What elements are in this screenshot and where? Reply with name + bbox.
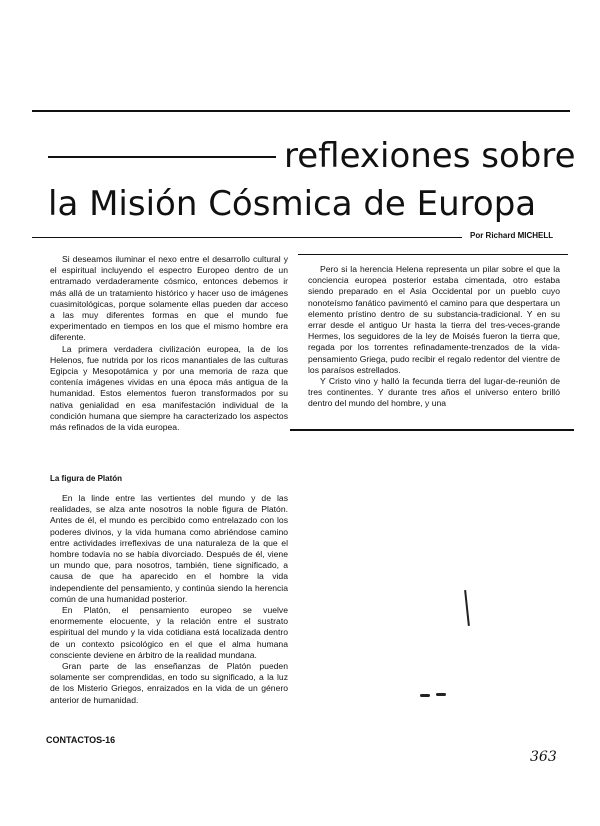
right-column <box>308 264 560 410</box>
stray-pen-mark <box>420 694 430 697</box>
header-rule <box>32 110 570 112</box>
section-heading: La figura de Platón <box>50 474 123 483</box>
title-text-2: la Misión Cósmica de Europa <box>48 184 537 224</box>
stray-pen-mark <box>436 693 446 696</box>
footer-issue-label: CONTACTOS-16 <box>46 735 116 745</box>
title-text-1: reflexiones sobre <box>284 136 576 176</box>
paragraph: Pero si la herencia Helena representa un pilar sobre el que la conciencia europea posterior estaba cimentada, otro estaba siendo preparado en el Asia Occidental por un pueblo cuyo nonoteísmo fanático pavimentó el camino para que despertara un elemento prístino dentro de su substancia-tradicional. Y en su errar desde el antiguo Ur hasta la tierra del tres-veces-grande Hermes, los seguidores de la ley de Moisés fueron la tierra que, regada por los torrentes refinadamente-trenzados de la vida-pensamiento Griega, pudo recibir el regalo redentor del vientre de los paraísos estrellados. <box>308 264 560 375</box>
paragraph: Si deseamos iluminar el nexo entre el desarrollo cultural y el espiritual incluyendo el espectro Europeo dentro de un entramado verdaderamente cósmico, entonces debemos ir más allá de un tratamiento histórico y hacer uso de imágenes cuasimitológicas, porque solamente ellas pueden dar acceso a las muy diferentes formas en que el mundo fue experimentado en tiempos en los que el mismo hombre era diferente. <box>50 254 288 343</box>
right-column-bottom-rule <box>290 429 574 431</box>
paragraph: La primera verdadera civilización europea, la de los Helenos, fue nutrida por los ricos manantiales de las culturas Egipcia y Mesopotámica y por una memoria de raza que contenía imágenes vividas en una época más antigua de la humanidad. Estos elementos fueron transformados por su nativa genialidad en esa manifestación individual de la condición humana que siempre ha caracterizado los aspectos más refinados de la vida europea. <box>50 343 288 433</box>
title-line-1 <box>48 134 578 184</box>
stray-pen-mark <box>464 590 470 626</box>
paragraph: En Platón, el pensamiento europeo se vuelve enormemente elocuente, y la relación entre el sustrato espiritual del mundo y la vida cotidiana está localizada dentro de un contexto psicológico en el que el alma humana consciente deviene en árbitro de la realidad mundana. <box>50 605 288 660</box>
right-column-top-rule <box>298 254 568 255</box>
left-column-platon <box>50 493 288 706</box>
byline-rule <box>32 237 462 238</box>
page-number: 363 <box>530 749 557 765</box>
paragraph: En la linde entre las vertientes del mundo y de las realidades, se alza ante nosotros la noble figura de Platón. Antes de él, el mundo es percibido como entrelazado con los poderes divinos, y la vida humana como abriéndose camino entre actividades irreflexivas de una naturaleza de la que el hombre todavía no se había divorciado. Después de él, viene un mundo que, para nosotros, también, tiene significado, a causa de que ha aparecido en el hombre la vida independiente del pensamiento, y continúa siendo la herencia común de una humanidad posterior. <box>50 493 288 604</box>
left-column-intro <box>50 254 288 433</box>
title-lead-rule <box>48 156 276 158</box>
paragraph: Y Cristo vino y halló la fecunda tierra del lugar-de-reunión de tres continentes. Y durante tres años el universo entero brilló dentro del mundo del hombre, y una <box>308 376 560 409</box>
paragraph: Gran parte de las enseñanzas de Platón pueden solamente ser comprendidas, en todo su significado, a la luz de los Misterio Griegos, enraizados en la vida de un género anterior de humanidad. <box>50 661 288 705</box>
byline: Por Richard MICHELL <box>470 231 554 240</box>
